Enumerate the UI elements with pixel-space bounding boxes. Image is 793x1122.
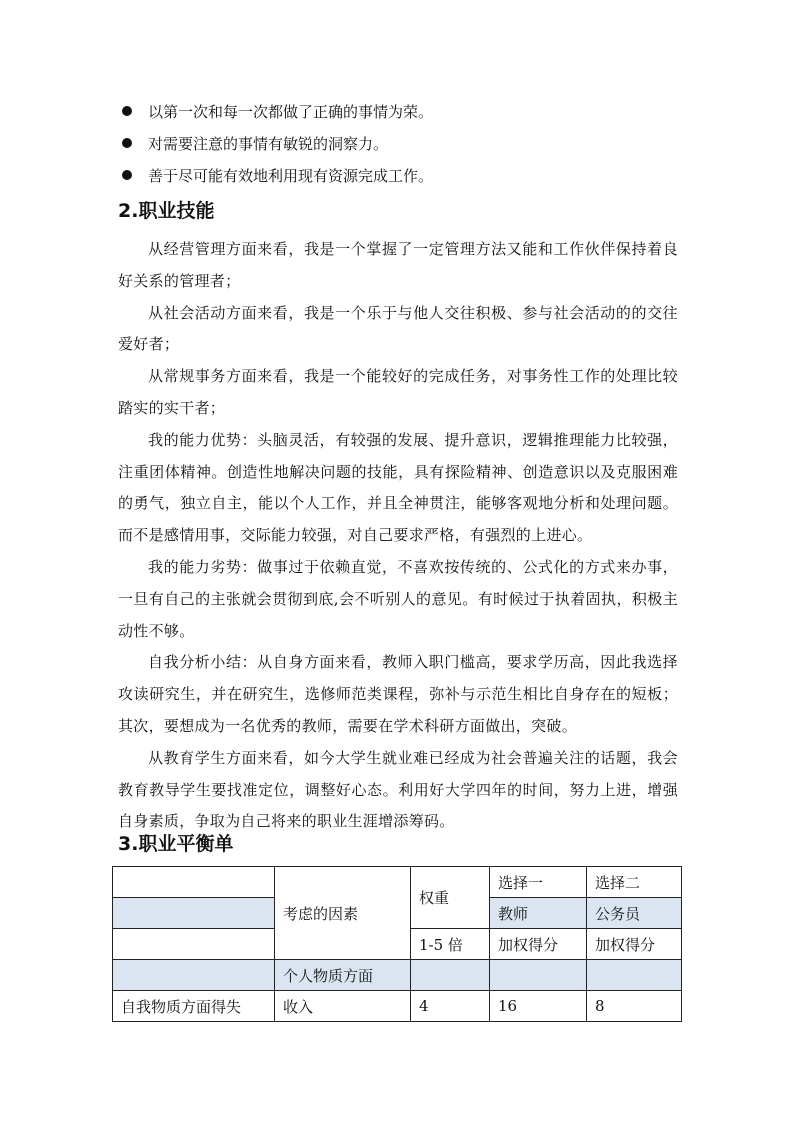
bullet-item	[118, 128, 688, 160]
table-cell	[490, 960, 587, 991]
table-cell	[113, 898, 275, 929]
table-row	[113, 867, 682, 898]
paragraph: 我的能力优势：头脑灵活，有较强的发展、提升意识，逻辑推理能力比较强，注重团体精神。创造性地解决问题的技能，具有探险精神、创造意识以及克服困难的勇气，独立自主，能以个人工作，并且全神贯注，能够客观地分析和处理问题。而不是感情用事，交际能力较强，对自己要求严格，有强烈的上进心。	[118, 430, 678, 545]
table-cell	[587, 960, 682, 991]
section-heading-balance: 3.职业平衡单	[118, 833, 234, 855]
table-cell	[113, 929, 275, 960]
paragraph: 我的能力劣势：做事过于依赖直觉，不喜欢按传统的、公式化的方式来办事，一旦有自己的主张就会贯彻到底,会不听别人的意见。有时候过于执着固执，积极主动性不够。	[118, 557, 678, 640]
weight-cell: 4	[411, 991, 490, 1022]
factor-cell: 收入	[275, 991, 411, 1022]
bullet-item	[118, 160, 688, 192]
bullet-text: 对需要注意的事情有敏锐的洞察力。	[148, 135, 389, 153]
table-row	[113, 960, 682, 991]
paragraph: 自我分析小结：从自身方面来看，教师入职门槛高，要求学历高，因此我选择攻读研究生，并在研究生，选修师范类课程，弥补与示范生相比自身存在的短板；其次，要想成为一名优秀的教师，需要在学术科研方面做出，突破。	[118, 653, 678, 735]
table-cell	[411, 960, 490, 991]
table-cell	[113, 960, 275, 991]
skills-body	[118, 234, 678, 838]
paragraph: 从教育学生方面来看，如今大学生就业难已经成为社会普遍关注的话题，我会教育教导学生要找准定位，调整好心态。利用好大学四年的时间，努力上进，增强自身素质，争取为自己将来的职业生涯增添筹码。	[118, 748, 678, 831]
option1-cell: 教师	[490, 898, 587, 929]
option2-cell: 公务员	[587, 898, 682, 929]
score1-header-cell: 加权得分	[490, 929, 587, 960]
bullet-dot-icon	[122, 106, 132, 116]
bullet-dot-icon	[122, 170, 132, 180]
paragraph: 从社会活动方面来看，我是一个乐于与他人交往积极、参与社会活动的的交往爱好者；	[118, 303, 678, 354]
bullet-text: 以第一次和每一次都做了正确的事情为荣。	[148, 103, 434, 121]
category-cell: 个人物质方面	[275, 960, 411, 991]
score2-cell: 8	[587, 991, 682, 1022]
choice1-header-cell: 选择一	[490, 867, 587, 898]
bullet-dot-icon	[122, 138, 132, 148]
table-row	[113, 991, 682, 1022]
weight-range-cell: 1-5 倍	[411, 929, 490, 960]
score1-cell: 16	[490, 991, 587, 1022]
row-label-cell: 自我物质方面得失	[113, 991, 275, 1022]
career-balance-table	[112, 866, 682, 1022]
section-heading-skills: 2.职业技能	[118, 200, 215, 222]
factor-header-cell: 考虑的因素	[275, 867, 411, 960]
paragraph: 从常规事务方面来看，我是一个能较好的完成任务，对事务性工作的处理比较踏实的实干者；	[118, 367, 678, 417]
bullet-item	[118, 96, 688, 128]
choice2-header-cell: 选择二	[587, 867, 682, 898]
table-cell	[113, 867, 275, 898]
paragraph: 从经营管理方面来看，我是一个掌握了一定管理方法又能和工作伙伴保持着良好关系的管理者；	[118, 240, 678, 290]
score2-header-cell: 加权得分	[587, 929, 682, 960]
weight-header-cell: 权重	[411, 867, 490, 929]
bullet-text: 善于尽可能有效地利用现有资源完成工作。	[148, 167, 434, 185]
bullet-list	[118, 96, 688, 192]
